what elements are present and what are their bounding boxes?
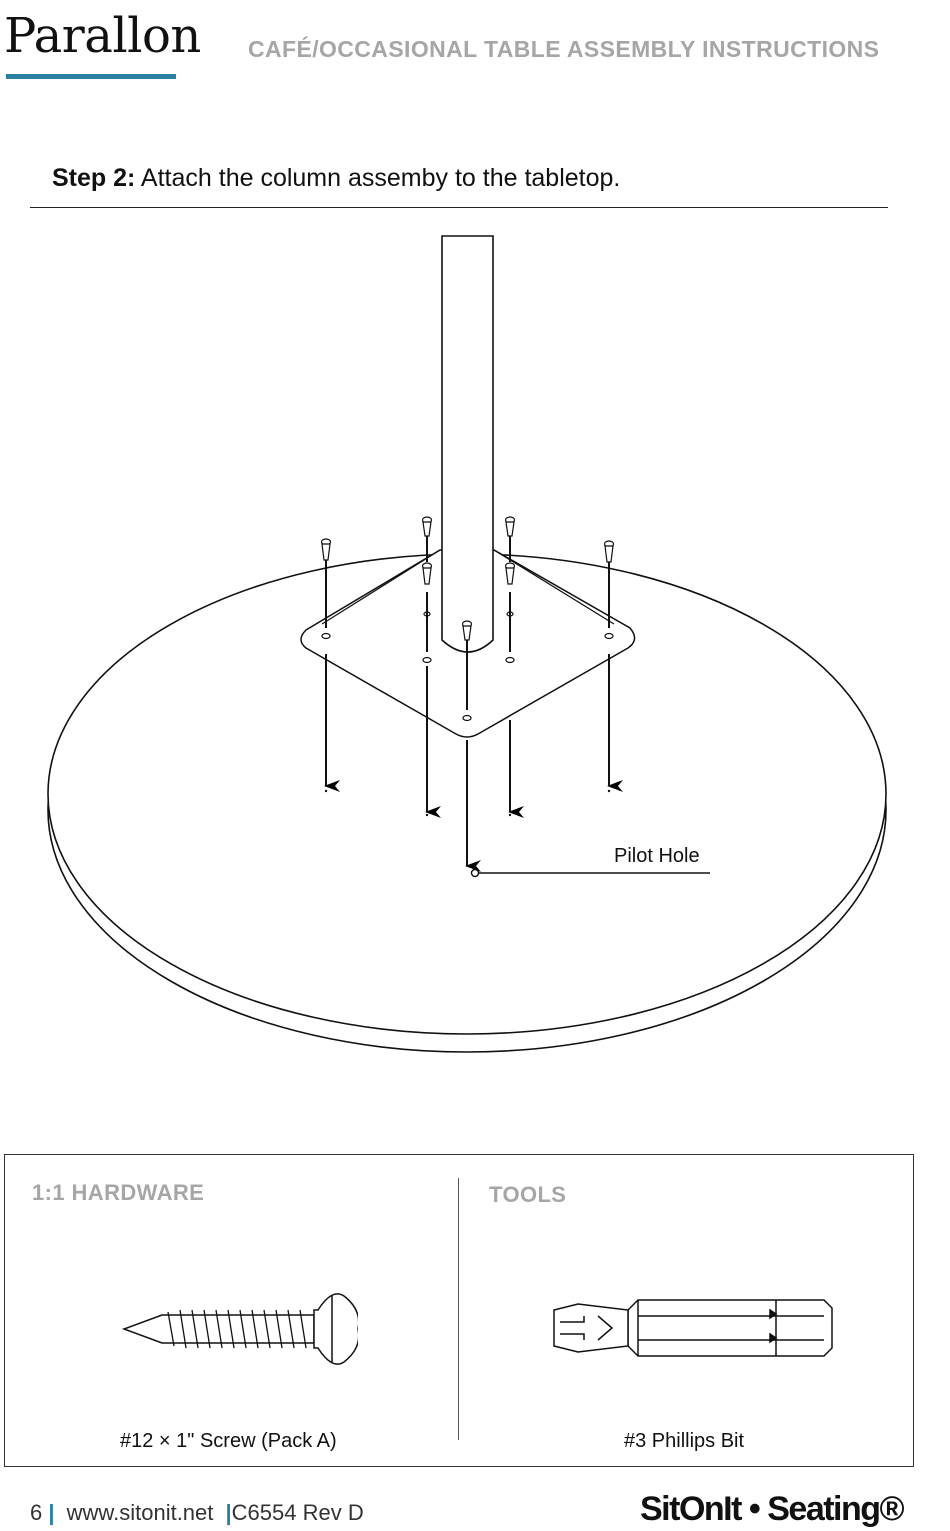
column <box>442 236 493 652</box>
phillips-bit-icon <box>548 1296 836 1360</box>
step-text: Attach the column assemby to the tabletop. <box>135 164 621 192</box>
pilot-hole-label: Pilot Hole <box>614 845 700 867</box>
assembly-diagram <box>0 210 950 1070</box>
step-label: Step 2: <box>52 164 136 192</box>
step-instruction <box>52 164 620 193</box>
brand-name: Parallon <box>4 8 201 64</box>
tools-heading: TOOLS <box>489 1182 567 1207</box>
panel-divider <box>458 1178 459 1440</box>
hardware-caption: #12 × 1" Screw (Pack A) <box>120 1430 337 1452</box>
footer-separator: | <box>48 1500 55 1525</box>
page-number: 6 <box>30 1500 43 1525</box>
sitonit-seating-logo <box>640 1486 916 1530</box>
brand-underline <box>6 74 176 79</box>
document-code: C6554 Rev D <box>231 1500 364 1525</box>
screw-icon <box>118 1282 358 1378</box>
footer-url[interactable]: www.sitonit.net <box>66 1500 214 1525</box>
document-title: CAFÉ/OCCASIONAL TABLE ASSEMBLY INSTRUCTIONS <box>248 36 880 62</box>
hardware-heading: 1:1 HARDWARE <box>32 1180 205 1205</box>
footer-separator: | <box>225 1500 232 1525</box>
footer <box>30 1500 364 1526</box>
step-divider <box>30 207 888 208</box>
tools-caption: #3 Phillips Bit <box>624 1430 745 1452</box>
logo-text: SitOnIt • Seating® <box>640 1490 904 1528</box>
